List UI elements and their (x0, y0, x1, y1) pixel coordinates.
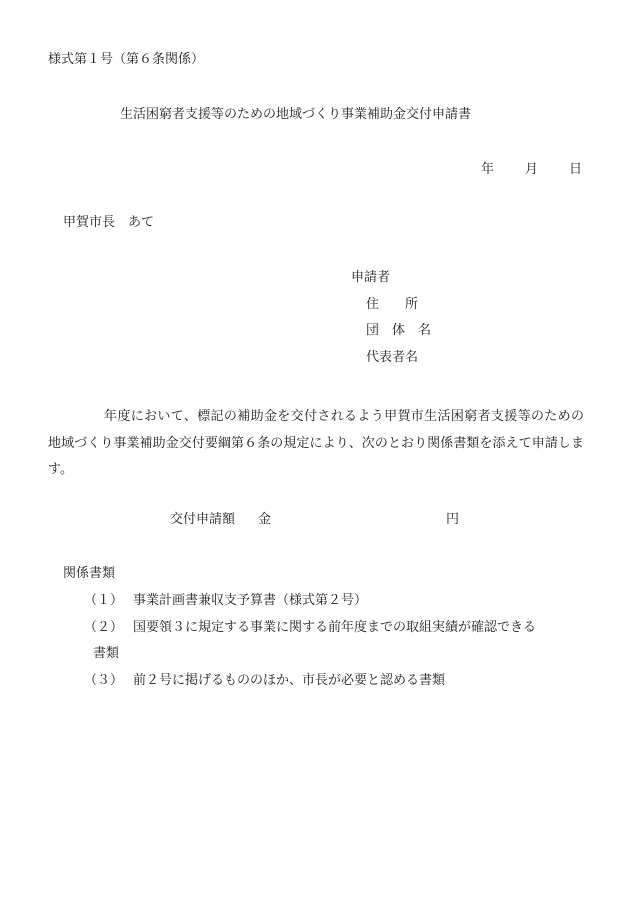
applicant-organization-label: 団 体 名 (366, 323, 432, 338)
document-item-text: 国要領３に規定する事業に関する前年度までの取組実績が確認できる (133, 620, 537, 635)
amount-label: 交付申請額 (170, 512, 236, 527)
body-paragraph: 年度において、標記の補助金を交付されるよう甲賀市生活困窮者支援等のための地域づくり事業補助金交付要綱第６条の規定により、次のとおり関係書類を添えて申請します。 (48, 409, 584, 477)
document-item-number: （２） (84, 620, 124, 635)
applicant-representative-label: 代表者名 (366, 350, 419, 365)
document-item-number: （１） (84, 593, 124, 608)
document-item-text: 事業計画書兼収支予算書（様式第２号） (133, 593, 368, 608)
date-month-label: 月 (525, 162, 539, 177)
date-day-label: 日 (569, 162, 583, 177)
document-item-number: （３） (84, 673, 124, 688)
form-number: 様式第１号（第６条関係） (48, 52, 205, 67)
amount-unit: 円 (446, 512, 460, 527)
date-year-label: 年 (481, 162, 495, 177)
applicant-label: 申請者 (351, 270, 391, 285)
document-title: 生活困窮者支援等のための地域づくり事業補助金交付申請書 (120, 107, 472, 122)
addressee: 甲賀市長 あて (63, 215, 155, 230)
document-item-continuation: 書類 (93, 646, 120, 661)
applicant-address-label: 住 所 (366, 297, 419, 312)
related-documents-heading: 関係書類 (63, 566, 116, 581)
document-item-text: 前２号に掲げるもののほか、市長が必要と認める書類 (133, 673, 446, 688)
amount-prefix: 金 (258, 512, 272, 527)
